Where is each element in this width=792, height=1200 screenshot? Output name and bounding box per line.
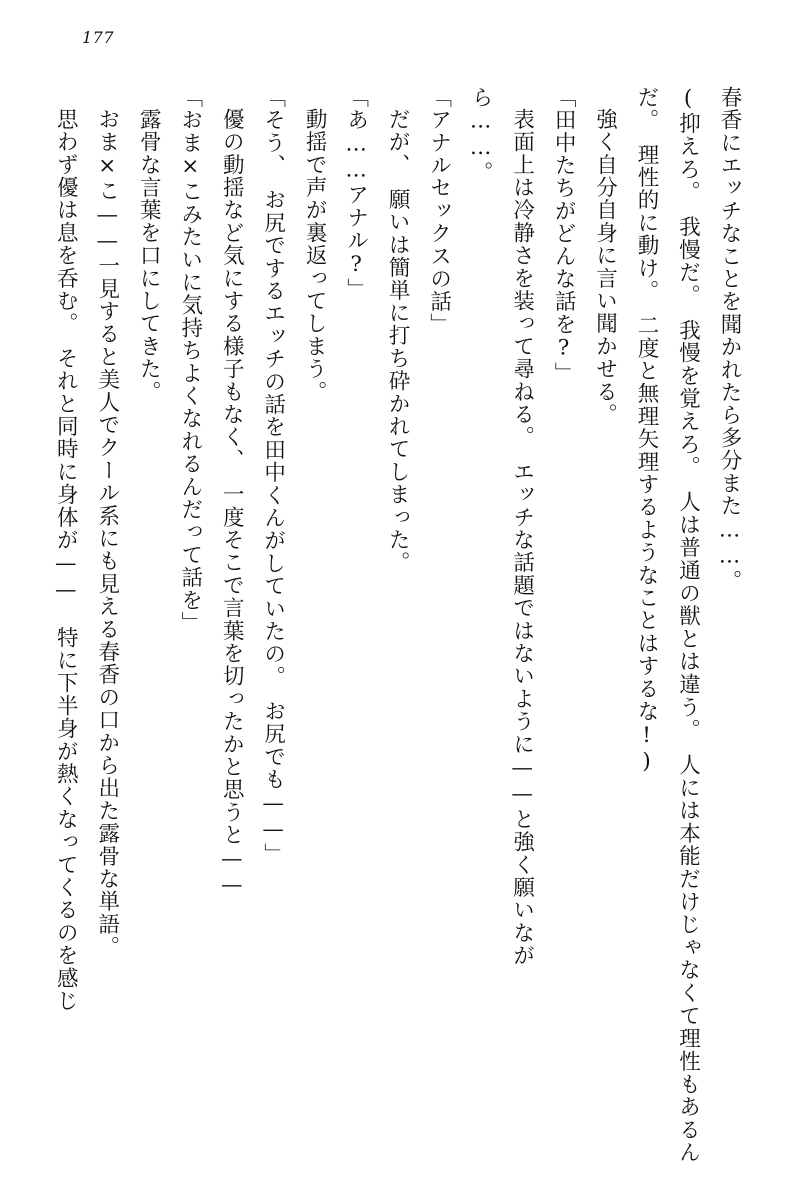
paragraph: 「あ……アナル?」 xyxy=(343,86,369,301)
paragraph: 「そう、 お尻でするエッチの話を田中くんがしていたの。 お尻でも——」 xyxy=(260,86,286,866)
paragraph: 思わず優は息を呑む。 それと同時に身体が—— 特に下半身が熱くなってくるのを感じ xyxy=(53,107,79,1012)
paragraph: 「アナルセックスの話」 xyxy=(426,86,452,336)
paragraph: 露骨な言葉を口にしてきた。 xyxy=(136,107,162,403)
paragraph: ら……。 xyxy=(468,86,494,184)
paragraph: 春香にエッチなことを聞かれたら多分また……。 xyxy=(717,86,742,593)
paragraph: 「田中たちがどんな話を?」 xyxy=(551,86,577,385)
paragraph: おま×こ——一見すると美人でクール系にも見える春香の口から出た露骨な単語。 xyxy=(94,107,120,958)
page-text-body xyxy=(44,86,750,1164)
paragraph: 「おま×こみたいに気持ちよくなれるんだって話を」 xyxy=(177,86,203,635)
page-number: 177 xyxy=(82,28,115,47)
paragraph: 表面上は冷静さを装って尋ねる。 エッチな話題ではないように——と強く願いなが xyxy=(509,107,535,967)
paragraph: 優の動揺など気にする様子もなく、 一度そこで言葉を切ったかと思うと—— xyxy=(219,107,245,899)
paragraph: 動揺で声が裏返ってしまう。 xyxy=(302,107,328,403)
paragraph: 強く自分自身に言い聞かせる。 xyxy=(592,107,618,426)
paragraph: (抑えろ。 我慢だ。 我慢を覚えろ。 人は普通の獣とは違う。 人には本能だけじゃなくて理性もあるんだ。 理性的に動け。 二度と無理矢理するようなことはするな!) xyxy=(634,86,701,1164)
paragraph: だが、 願いは簡単に打ち砕かれてしまった。 xyxy=(385,107,411,574)
